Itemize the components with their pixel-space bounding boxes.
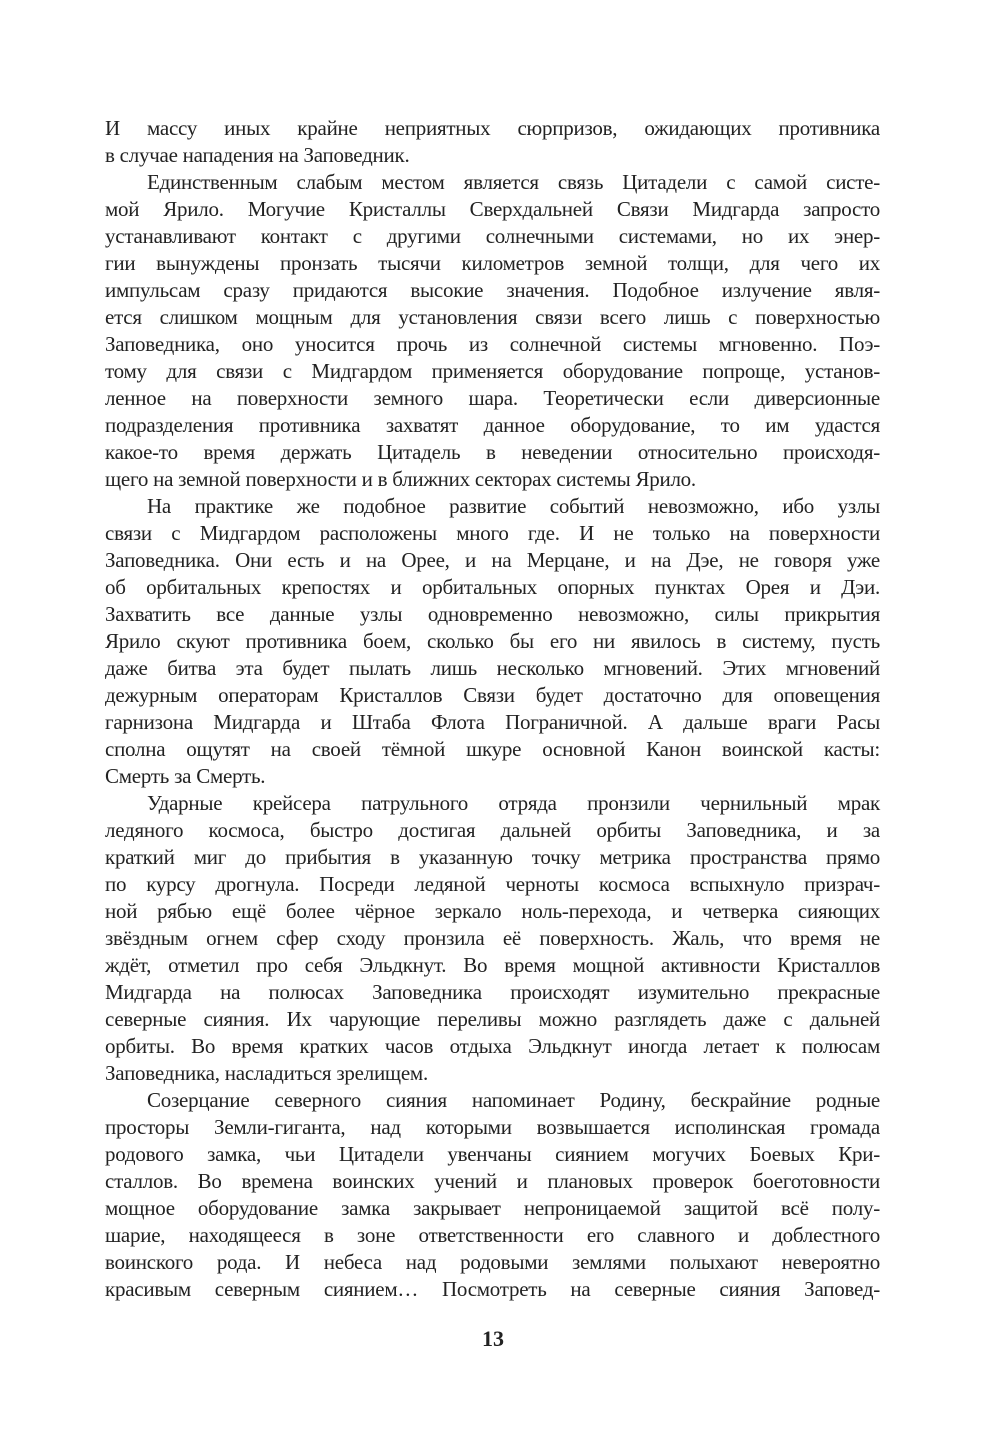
- text-line: родового замка, чьи Цитадели увенчаны сиянием могучих Боевых Кри-: [105, 1142, 880, 1166]
- text-line: тому для связи с Мидгардом применяется оборудование попроще, установ-: [105, 359, 880, 383]
- text-line: гии вынуждены пронзать тысячи километров земной толщи, для чего их: [105, 251, 880, 275]
- text-line: красивым северным сиянием… Посмотреть на северные сияния Заповед-: [105, 1277, 880, 1301]
- text-line: На практике же подобное развитие событий невозможно, ибо узлы: [147, 494, 880, 518]
- paragraph: [105, 493, 880, 790]
- text-line: краткий миг до прибытия в указанную точку метрика пространства прямо: [105, 845, 880, 869]
- text-line: шарие, находящееся в зоне ответственности его славного и доблестного: [105, 1223, 880, 1247]
- text-line: об орбитальных крепостях и орбитальных опорных пунктах Орея и Дэи.: [105, 575, 880, 599]
- text-line: гарнизона Мидгарда и Штаба Флота Пограничной. А дальше враги Расы: [105, 710, 880, 734]
- text-line: Мидгарда на полюсах Заповедника происходят изумительно прекрасные: [105, 980, 880, 1004]
- paragraph: [105, 790, 880, 1087]
- text-line: Захватить все данные узлы одновременно невозможно, силы прикрытия: [105, 602, 880, 626]
- paragraph: [105, 169, 880, 493]
- text-line: даже битва эта будет пылать лишь несколько мгновений. Этих мгновений: [105, 656, 880, 680]
- text-line: Ударные крейсера патрульного отряда пронзили чернильный мрак: [147, 791, 880, 815]
- paragraph: [105, 1087, 880, 1303]
- page-number: 13: [482, 1326, 504, 1351]
- text-line: ется слишком мощным для установления связи всего лишь с поверхностью: [105, 305, 880, 329]
- text-line: просторы Земли-гиганта, над которыми возвышается исполинская громада: [105, 1115, 880, 1139]
- text-line: ной рябью ещё более чёрное зеркало ноль-перехода, и четверка сияющих: [105, 899, 880, 923]
- text-line: Заповедника. Они есть и на Орее, и на Мерцане, и на Дэе, не говоря уже: [105, 548, 880, 572]
- text-line: Ярило скуют противника боем, сколько бы его ни явилось в систему, пусть: [105, 629, 880, 653]
- text-line: ледяного космоса, быстро достигая дальней орбиты Заповедника, и за: [105, 818, 880, 842]
- text-line: дежурным операторам Кристаллов Связи будет достаточно для оповещения: [105, 683, 880, 707]
- text-line: по курсу дрогнула. Посреди ледяной черноты космоса вспыхнуло призрач-: [105, 872, 880, 896]
- text-line: Смерть за Смерть.: [105, 764, 266, 788]
- page-body: [105, 115, 880, 1303]
- text-line: мощное оборудование замка закрывает непроницаемой защитой всё полу-: [105, 1196, 880, 1220]
- text-line: звёздным огнем сфер сходу пронзила её поверхность. Жаль, что время не: [105, 926, 880, 950]
- text-line: мой Ярило. Могучие Кристаллы Сверхдальней Связи Мидгарда запросто: [105, 197, 880, 221]
- paragraph: [105, 115, 880, 169]
- text-line: И массу иных крайне неприятных сюрпризов, ожидающих противника: [105, 116, 880, 140]
- text-line: сталлов. Во времена воинских учений и плановых проверок боеготовности: [105, 1169, 880, 1193]
- text-line: в случае нападения на Заповедник.: [105, 143, 410, 167]
- text-line: какое-то время держать Цитадель в неведении относительно происходя-: [105, 440, 880, 464]
- text-line: сполна ощутят на своей тёмной шкуре основной Канон воинской касты:: [105, 737, 880, 761]
- text-line: устанавливают контакт с другими солнечными системами, но их энер-: [105, 224, 880, 248]
- text-line: Созерцание северного сияния напоминает Родину, бескрайние родные: [147, 1088, 880, 1112]
- text-line: Единственным слабым местом является связь Цитадели с самой систе-: [147, 170, 880, 194]
- text-line: северные сияния. Их чарующие переливы можно разглядеть даже с дальней: [105, 1007, 880, 1031]
- text-line: воинского рода. И небеса над родовыми землями полыхают невероятно: [105, 1250, 880, 1274]
- text-line: щего на земной поверхности и в ближних секторах системы Ярило.: [105, 467, 696, 491]
- text-line: импульсам сразу придаются высокие значения. Подобное излучение явля-: [105, 278, 880, 302]
- text-line: ждёт, отметил про себя Эльдкнут. Во время мощной активности Кристаллов: [105, 953, 880, 977]
- text-line: Заповедника, насладиться зрелищем.: [105, 1061, 428, 1085]
- text-line: связи с Мидгардом расположены много где. И не только на поверхности: [105, 521, 880, 545]
- text-line: ленное на поверхности земного шара. Теоретически если диверсионные: [105, 386, 880, 410]
- text-line: подразделения противника захватят данное оборудование, то им удастся: [105, 413, 880, 437]
- text-line: орбиты. Во время кратких часов отдыха Эльдкнут иногда летает к полюсам: [105, 1034, 880, 1058]
- text-line: Заповедника, оно уносится прочь из солнечной системы мгновенно. Поэ-: [105, 332, 880, 356]
